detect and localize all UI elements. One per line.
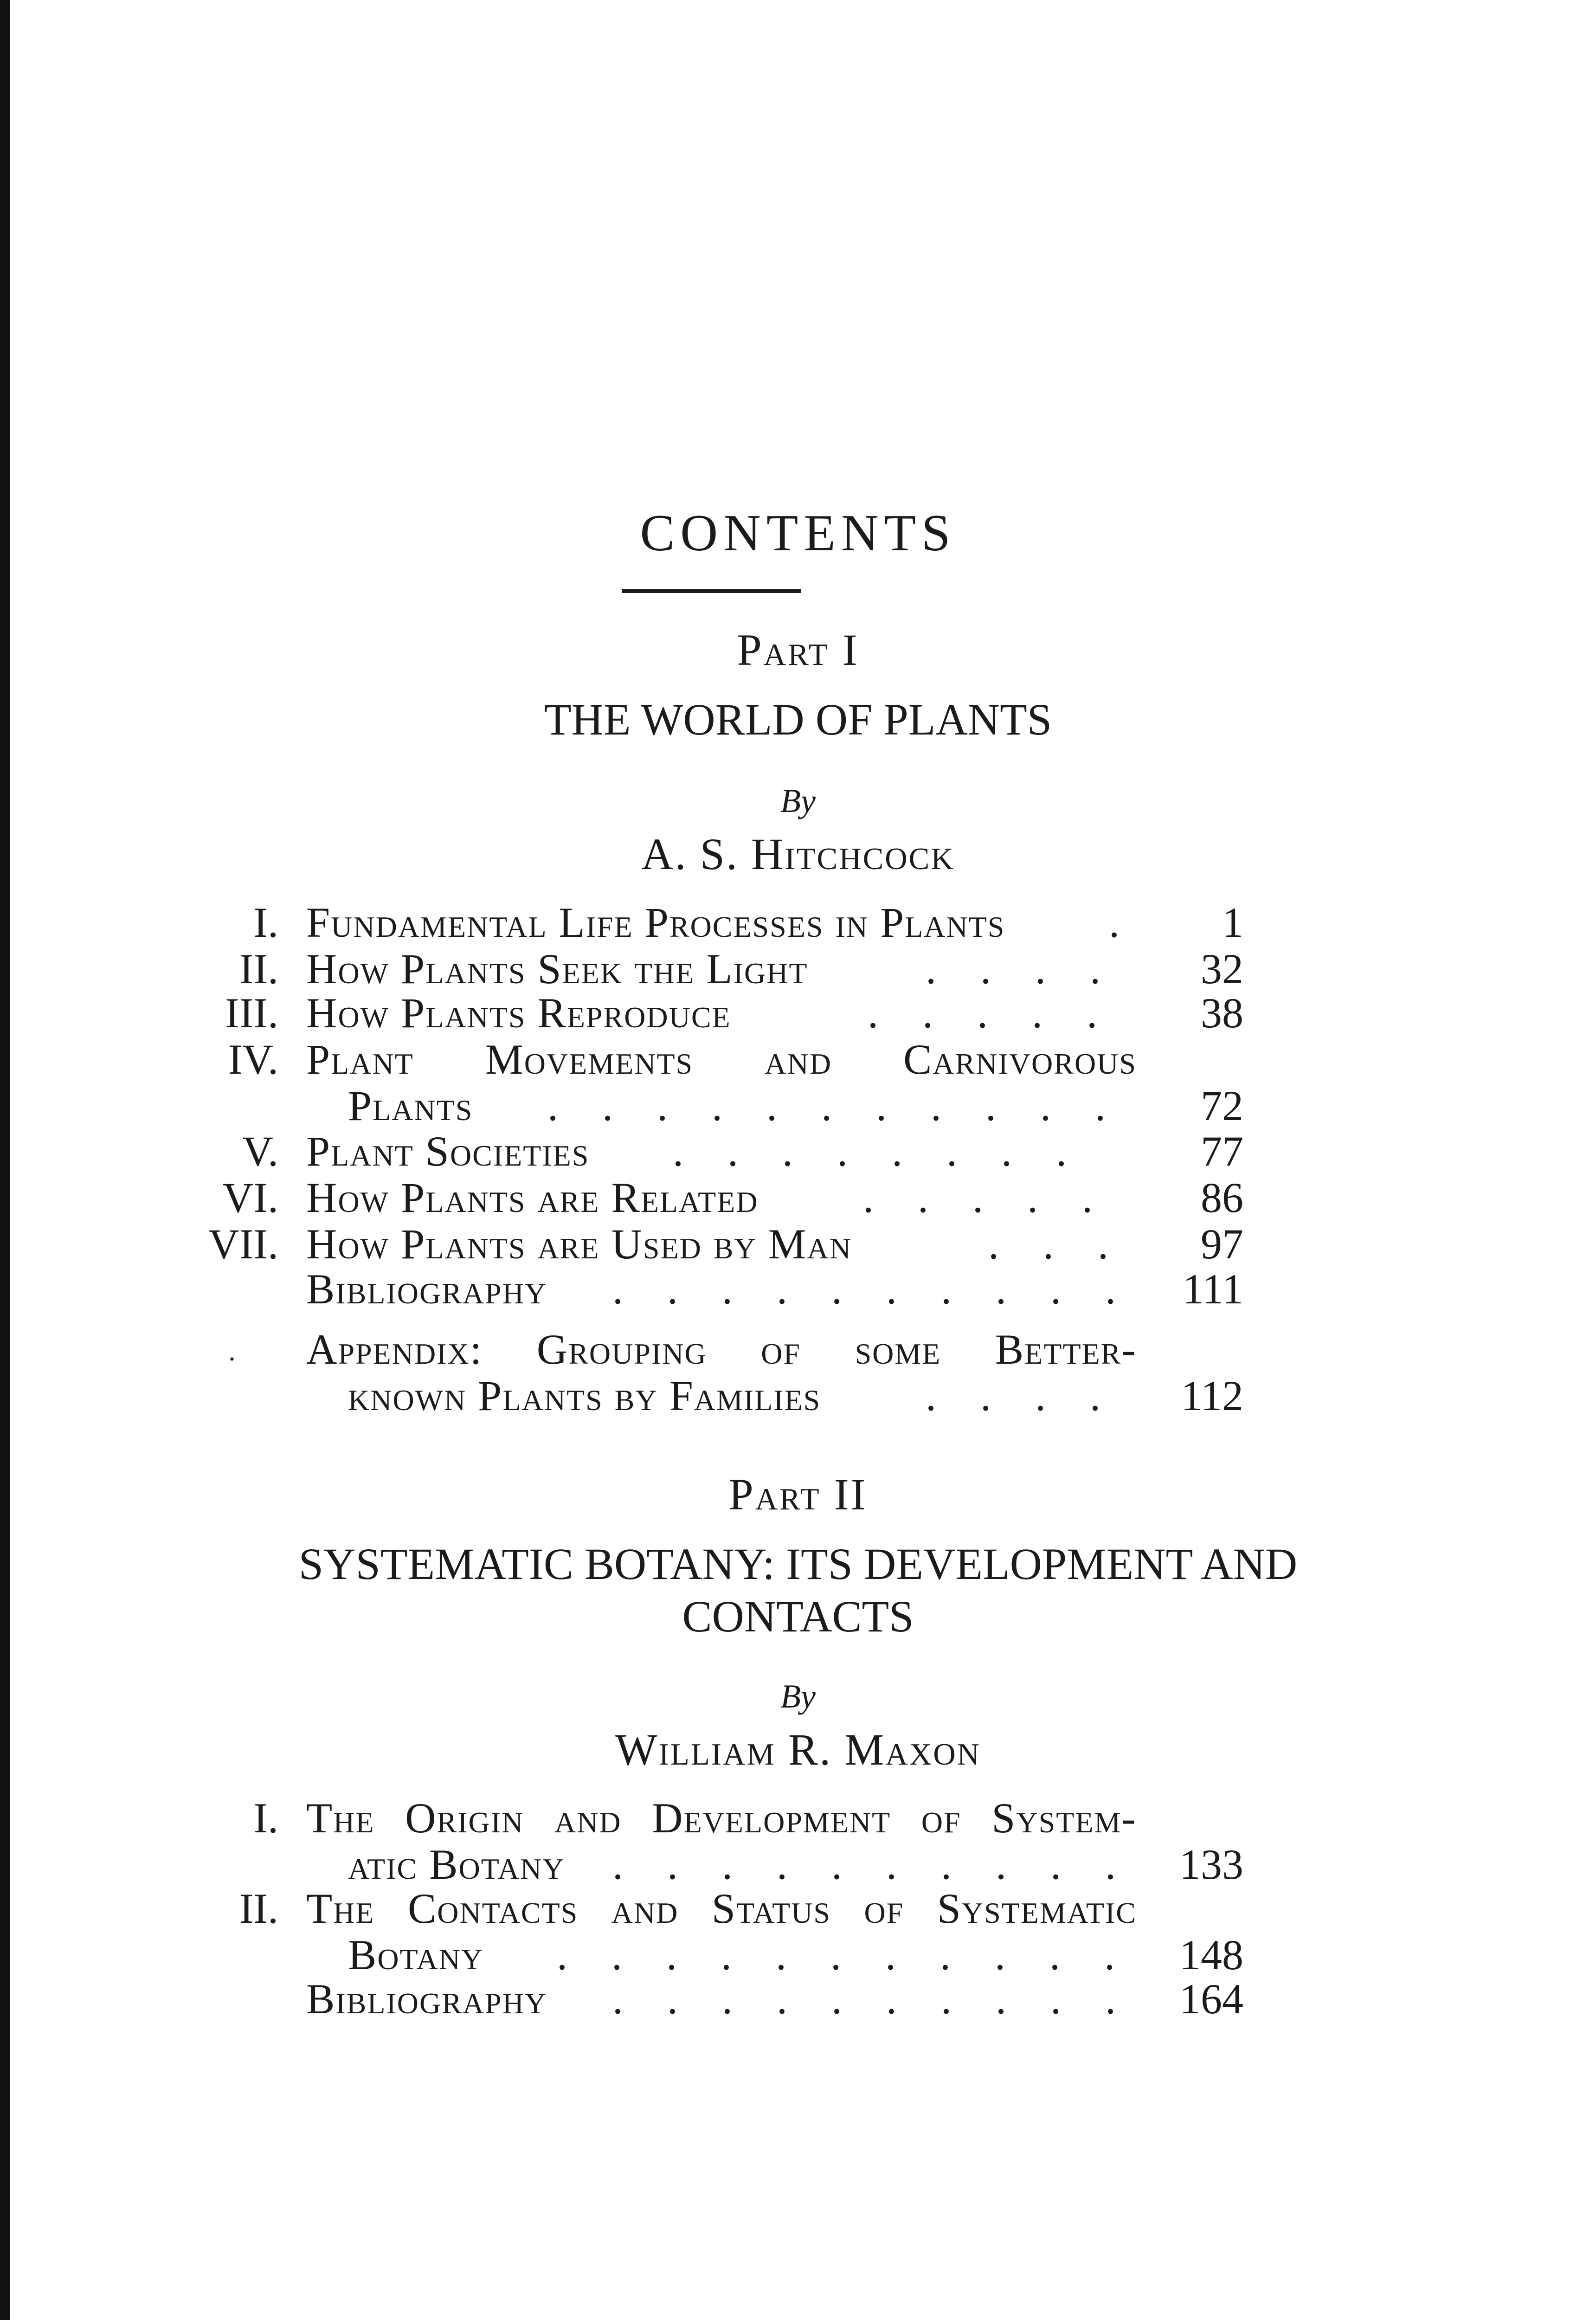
toc-page: 32 [1201,945,1243,992]
toc-number: II. [239,1885,278,1932]
toc-entry-title: Fundamental Life Processes in Plants [306,899,1005,946]
part-1-by: By [780,782,816,819]
toc-entry-title: Bibliography [306,1975,547,2023]
toc-number: VI. [222,1174,278,1221]
toc-entry-title: How Plants are Related [306,1174,759,1221]
toc-entry-title: The Origin and Development of System- [306,1794,1137,1842]
toc-leader: . . . . . . . . . . [612,1841,1133,1888]
toc-page: 1 [1222,899,1243,946]
toc-page: 38 [1201,989,1243,1037]
toc-leader: . . . . . . . . . . . [547,1082,1122,1129]
title-rule [622,589,801,593]
part-2-title-continued: CONTACTS [682,1592,914,1641]
toc-leader: . . . . . . . . [673,1128,1083,1175]
toc-entry-title: How Plants Reproduce [306,989,731,1037]
part-1-title: THE WORLD OF PLANTS [544,695,1052,744]
toc-page: 77 [1201,1128,1243,1175]
toc-leader: . . . . . . . . . . . [557,1931,1132,1978]
toc-number: I. [253,1794,278,1842]
toc-leader: . . . . [926,945,1117,992]
toc-leader: . . . [988,1220,1125,1268]
toc-entry-title-continued: known Plants by Families [348,1372,821,1419]
toc-entry-title: The Contacts and Status of Systematic [306,1885,1137,1932]
toc-leader: . . . . . . . . . . [612,1975,1133,2023]
toc-leader: . [1109,899,1136,946]
toc-entry-title: Plant Societies [306,1128,590,1175]
margin-dot: · [227,1344,237,1374]
page-title: CONTENTS [640,504,956,562]
toc-page: 72 [1201,1082,1243,1129]
toc-entry-title-continued: atic Botany [348,1841,565,1888]
toc-number: V. [242,1128,278,1175]
part-2-title: SYSTEMATIC BOTANY: ITS DEVELOPMENT AND [298,1539,1298,1589]
toc-entry-title: How Plants are Used by Man [306,1220,852,1268]
toc-leader: . . . . . . . . . . [612,1265,1133,1313]
toc-entry-title-continued: Botany [348,1931,484,1978]
toc-entry-title: Appendix: Grouping of some Better- [306,1326,1137,1373]
toc-number: IV. [228,1036,278,1083]
toc-page: 86 [1201,1174,1243,1221]
part-2-by: By [780,1678,816,1715]
toc-leader: . . . . . [868,989,1114,1037]
toc-entry-title-continued: Plants [348,1082,473,1129]
toc-leader: . . . . . [863,1174,1109,1221]
toc-number: I. [253,899,278,946]
toc-page: 164 [1179,1975,1243,2023]
toc-entry-title: Plant Movements and Carnivorous [306,1036,1137,1083]
toc-page: 111 [1182,1265,1243,1313]
toc-page: 148 [1179,1931,1243,1978]
toc-page: 133 [1179,1841,1243,1888]
part-1-author: A. S. Hitchcock [641,829,955,879]
toc-page: 97 [1201,1220,1243,1268]
part-1-label: Part I [737,625,859,675]
toc-entry-title: How Plants Seek the Light [306,945,808,992]
part-2-author: William R. Maxon [615,1725,981,1774]
toc-page: 112 [1181,1372,1243,1419]
toc-entry-title: Bibliography [306,1265,547,1313]
part-2-label: Part II [728,1469,868,1519]
toc-leader: . . . . [926,1372,1117,1419]
toc-number: III. [225,989,278,1037]
toc-number: II. [239,945,278,992]
toc-number: VII. [208,1220,278,1268]
